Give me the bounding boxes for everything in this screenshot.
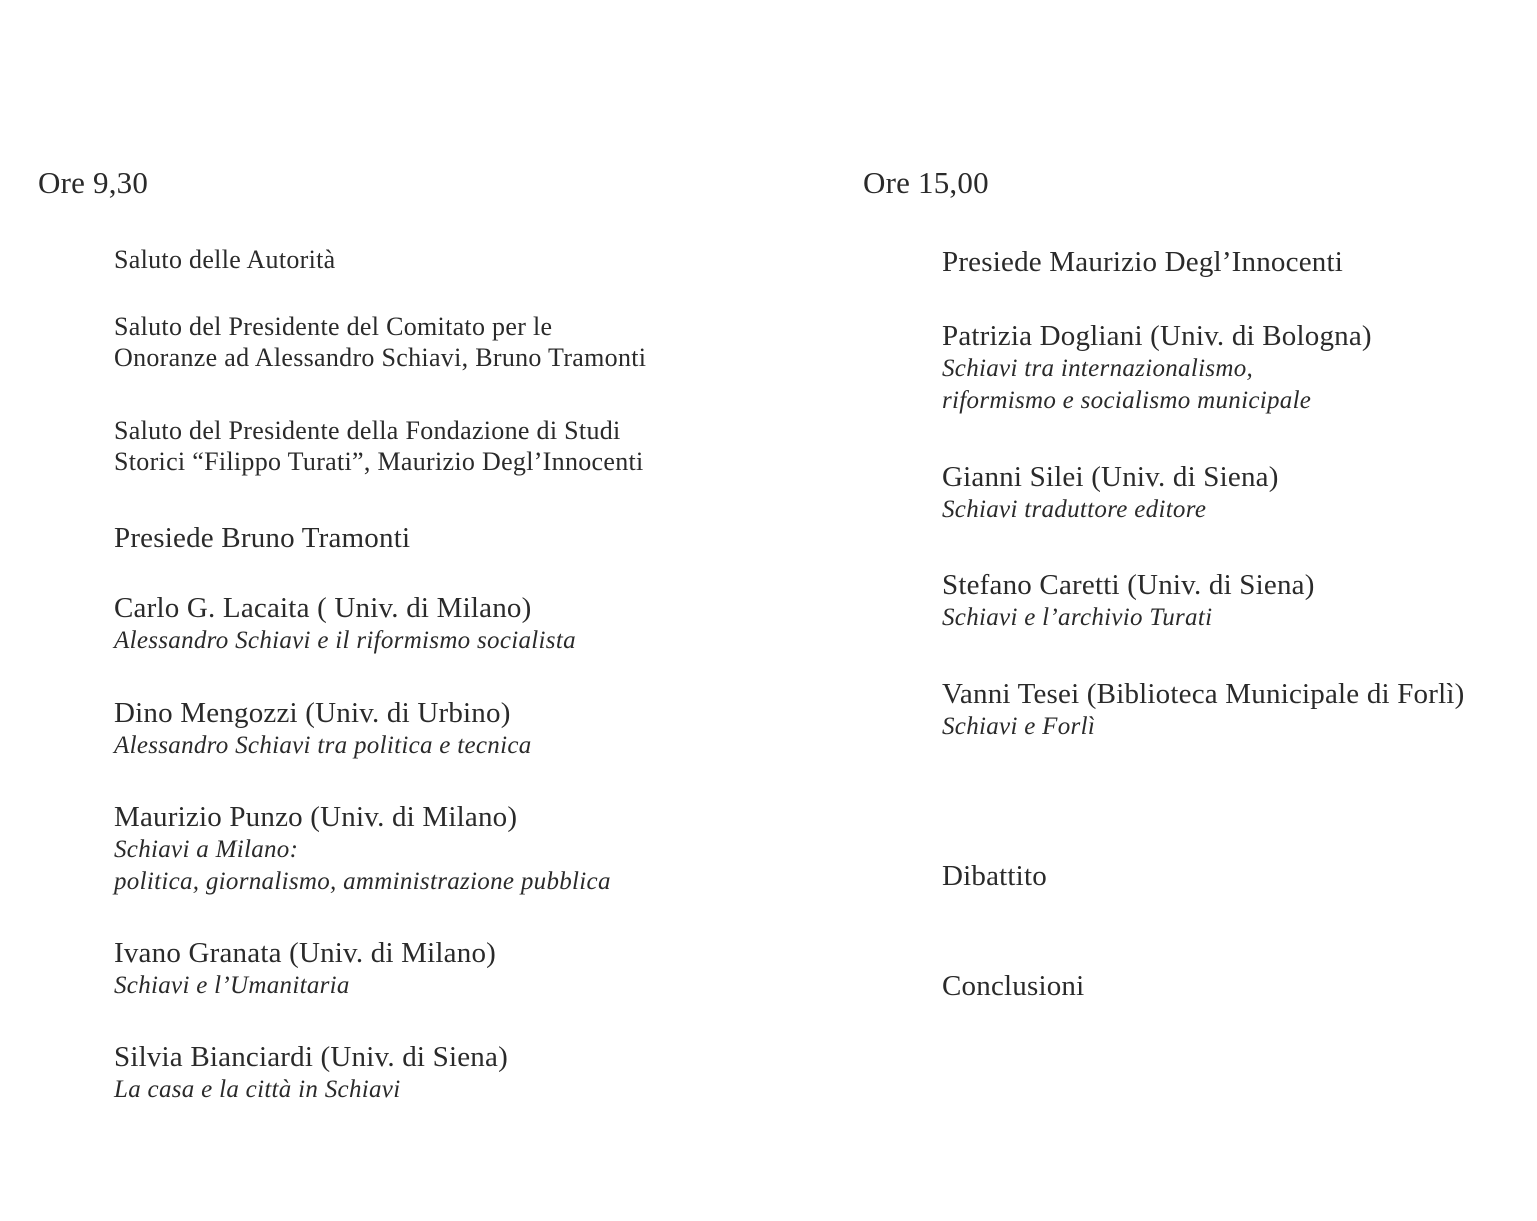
talk-dogliani <box>942 319 1372 417</box>
talk-title: Schiavi e l’Umanitaria <box>114 972 350 1000</box>
talk-title: politica, giornalismo, amministrazione pubblica <box>114 868 611 896</box>
talk-caretti <box>942 568 1315 634</box>
afternoon-time-heading: Ore 15,00 <box>863 165 989 200</box>
greeting-line: Saluto del Presidente del Comitato per le <box>114 312 553 341</box>
conclusions-item <box>942 969 1084 1003</box>
greeting-line: Storici “Filippo Turati”, Maurizio Degl’Innocenti <box>114 446 644 476</box>
greeting-line: Saluto delle Autorità <box>114 245 336 274</box>
debate-item <box>942 859 1047 893</box>
talk-title: Schiavi tra internazionalismo, <box>942 355 1254 383</box>
talk-title: Schiavi traduttore editore <box>942 496 1207 524</box>
talk-mengozzi <box>114 696 532 762</box>
speaker-name: Dino Mengozzi (Univ. di Urbino) <box>114 697 511 729</box>
talk-punzo <box>114 800 611 898</box>
talk-title: Alessandro Schiavi e il riformismo socialista <box>114 627 576 655</box>
speaker-name: Ivano Granata (Univ. di Milano) <box>114 937 497 969</box>
chair-line: Presiede Maurizio Degl’Innocenti <box>942 246 1343 278</box>
speaker-name: Patrizia Dogliani (Univ. di Bologna) <box>942 320 1372 352</box>
morning-greeting-foundation <box>114 416 644 477</box>
chair-line: Presiede Bruno Tramonti <box>114 522 411 554</box>
talk-lacaita <box>114 591 576 657</box>
morning-greeting-committee <box>114 312 646 373</box>
talk-title: Schiavi e l’archivio Turati <box>942 604 1213 632</box>
morning-time-heading: Ore 9,30 <box>38 165 149 200</box>
speaker-name: Silvia Bianciardi (Univ. di Siena) <box>114 1041 508 1073</box>
talk-title: Schiavi a Milano: <box>114 836 299 864</box>
talk-tesei <box>942 677 1465 743</box>
speaker-name: Vanni Tesei (Biblioteca Municipale di Forlì) <box>942 678 1465 710</box>
debate-label: Dibattito <box>942 860 1047 892</box>
conclusions-label: Conclusioni <box>942 970 1085 1002</box>
talk-title: Alessandro Schiavi tra politica e tecnica <box>114 732 532 760</box>
talk-title: riformismo e socialismo municipale <box>942 387 1312 415</box>
talk-title: La casa e la città in Schiavi <box>114 1076 401 1104</box>
greeting-line: Saluto del Presidente della Fondazione di Studi <box>114 416 621 445</box>
talk-title: Schiavi e Forlì <box>942 713 1096 741</box>
speaker-name: Carlo G. Lacaita ( Univ. di Milano) <box>114 592 532 624</box>
afternoon-chair <box>942 245 1343 279</box>
morning-chair <box>114 521 410 555</box>
greeting-line: Onoranze ad Alessandro Schiavi, Bruno Tramonti <box>114 342 647 372</box>
talk-bianciardi <box>114 1040 508 1106</box>
morning-greeting-authorities <box>114 245 336 276</box>
talk-silei <box>942 460 1279 526</box>
speaker-name: Maurizio Punzo (Univ. di Milano) <box>114 801 518 833</box>
speaker-name: Stefano Caretti (Univ. di Siena) <box>942 569 1315 601</box>
speaker-name: Gianni Silei (Univ. di Siena) <box>942 461 1279 493</box>
talk-granata <box>114 936 496 1002</box>
